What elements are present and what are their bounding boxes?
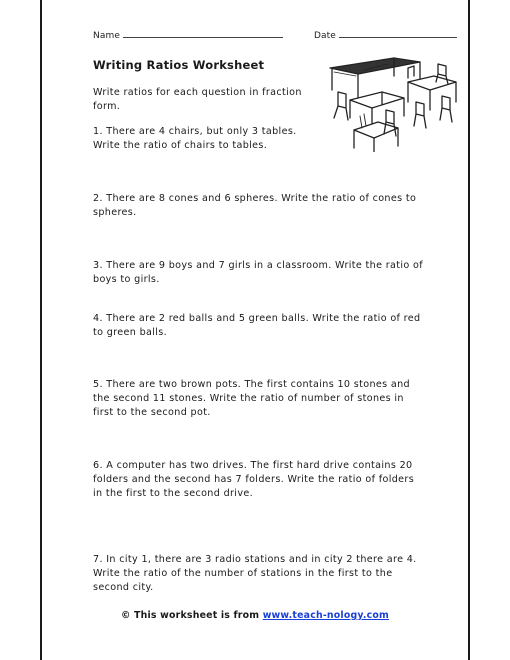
question-6: 6. A computer has two drives. The first hard drive contains 20 folders and the second has 7 folders. Write the ratio of folders in the first to the second drive. (93, 460, 415, 499)
date-blank-line[interactable] (339, 29, 457, 38)
name-blank-line[interactable] (123, 29, 283, 38)
date-label: Date (314, 31, 336, 41)
name-field[interactable] (93, 29, 283, 41)
question-1: 1. There are 4 chairs, but only 3 tables. Write the ratio of chairs to tables. (93, 126, 297, 151)
question-4: 4. There are 2 red balls and 5 green balls. Write the ratio of red to green balls. (93, 313, 421, 338)
classroom-desks-illustration (324, 52, 462, 152)
right-border-line (468, 0, 470, 660)
footer-credit (0, 610, 510, 621)
left-border-line (40, 0, 42, 660)
question-5: 5. There are two brown pots. The first contains 10 stones and the second 11 stones. Write the ratio of number of stones in first to the second pot. (93, 379, 410, 418)
name-label: Name (93, 31, 120, 41)
footer-copyright-text: © This worksheet is from (121, 610, 260, 621)
teach-nology-link[interactable]: www.teach-nology.com (262, 610, 389, 621)
date-field[interactable] (314, 29, 457, 41)
question-2: 2. There are 8 cones and 6 spheres. Write the ratio of cones to spheres. (93, 193, 417, 218)
worksheet-title: Writing Ratios Worksheet (93, 58, 265, 72)
question-7: 7. In city 1, there are 3 radio stations and in city 2 there are 4. Write the ratio of the number of stations in the first to the second city. (93, 554, 417, 593)
instructions: Write ratios for each question in fraction form. (93, 87, 302, 112)
question-3: 3. There are 9 boys and 7 girls in a classroom. Write the ratio of boys to girls. (93, 260, 423, 285)
